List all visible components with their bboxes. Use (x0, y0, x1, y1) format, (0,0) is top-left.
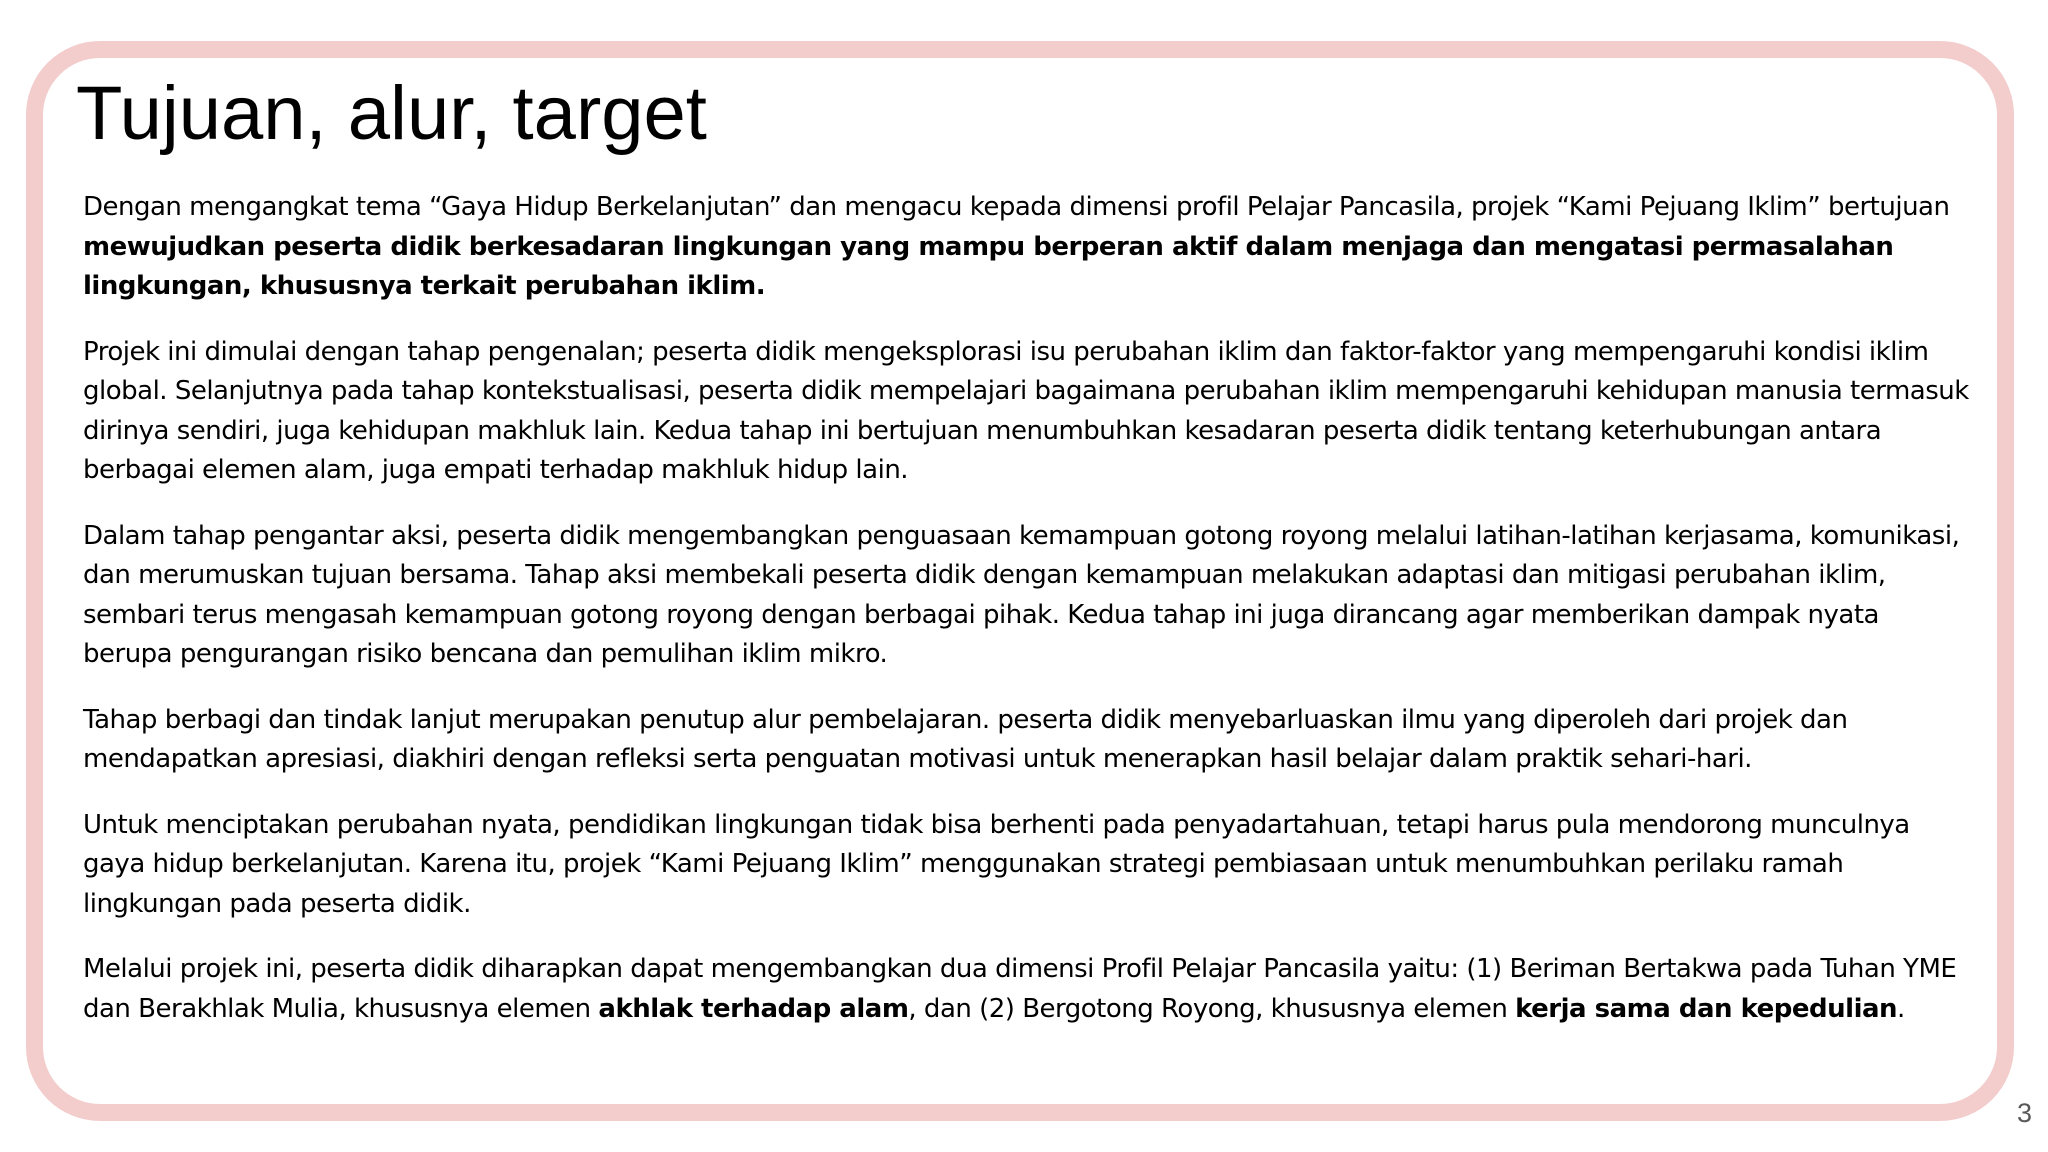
paragraph-action-stage: Dalam tahap pengantar aksi, peserta didik mengembangkan penguasaan kemampuan gotong royong melalui latihan-latihan kerjasama, komunikasi, dan merumuskan tujuan bersama. Tahap aksi membekali peserta didik dengan kemampuan melakukan adaptasi dan mitigasi perubahan iklim, sembari terus mengasah kemampuan gotong royong dengan berbagai pihak. Kedua tahap ini juga dirancang agar memberikan dampak nyata berupa pengurangan risiko bencana dan pemulihan iklim mikro. (83, 520, 1960, 669)
paragraph-goal-text: Dengan mengangkat tema “Gaya Hidup Berkelanjutan” dan mengacu kepada dimensi profil Pelajar Pancasila, projek “Kami Pejuang Iklim” bertujuan (83, 192, 1950, 222)
paragraph-sharing-stage: Tahap berbagi dan tindak lanjut merupakan penutup alur pembelajaran. peserta didik menyebarluaskan ilmu yang diperoleh dari projek dan mendapatkan apresiasi, diakhiri dengan refleksi serta penguatan motivasi untuk menerapkan hasil belajar dalam praktik sehari-hari. (83, 704, 1848, 774)
paragraph-target-text-3: . (1897, 993, 1905, 1024)
slide-body (83, 188, 1975, 1055)
paragraph-target-text-1: Melalui projek ini, peserta didik diharapkan dapat mengembangkan dua dimensi Profil Pelajar Pancasila yaitu: (1) Beriman Bertakwa pada Tuhan YME dan Berakhlak Mulia, khususnya elemen (83, 954, 1957, 1024)
paragraph-target-text-2: , dan (2) Bergotong Royong, khususnya elemen (908, 993, 1516, 1024)
paragraph-target (83, 950, 1975, 1029)
paragraph-goal (83, 188, 1975, 307)
page-number: 3 (2016, 1098, 2032, 1128)
slide-title: Tujuan, alur, target (76, 71, 707, 156)
paragraph-target-emphasis-2: kerja sama dan kepedulian (1515, 993, 1898, 1024)
paragraph-target-emphasis-1: akhlak terhadap alam (598, 993, 909, 1024)
paragraph-introduction-stage: Projek ini dimulai dengan tahap pengenalan; peserta didik mengeksplorasi isu perubahan iklim dan faktor-faktor yang mempengaruhi kondisi iklim global. Selanjutnya pada tahap kontekstualisasi, peserta didik mempelajari bagaimana perubahan iklim mempengaruhi kehidupan manusia termasuk dirinya sendiri, juga kehidupan makhluk lain. Kedua tahap ini bertujuan menumbuhkan kesadaran peserta didik tentang keterhubungan antara berbagai elemen alam, juga empati terhadap makhluk hidup lain. (83, 336, 1969, 485)
paragraph-goal-emphasis: mewujudkan peserta didik berkesadaran lingkungan yang mampu berperan aktif dalam menjaga dan mengatasi permasalahan lingkungan, khususnya terkait perubahan iklim. (83, 231, 1894, 301)
paragraph-habituation: Untuk menciptakan perubahan nyata, pendidikan lingkungan tidak bisa berhenti pada penyadartahuan, tetapi harus pula mendorong munculnya gaya hidup berkelanjutan. Karena itu, projek “Kami Pejuang Iklim” menggunakan strategi pembiasaan untuk menumbuhkan perilaku ramah lingkungan pada peserta didik. (83, 809, 1910, 919)
